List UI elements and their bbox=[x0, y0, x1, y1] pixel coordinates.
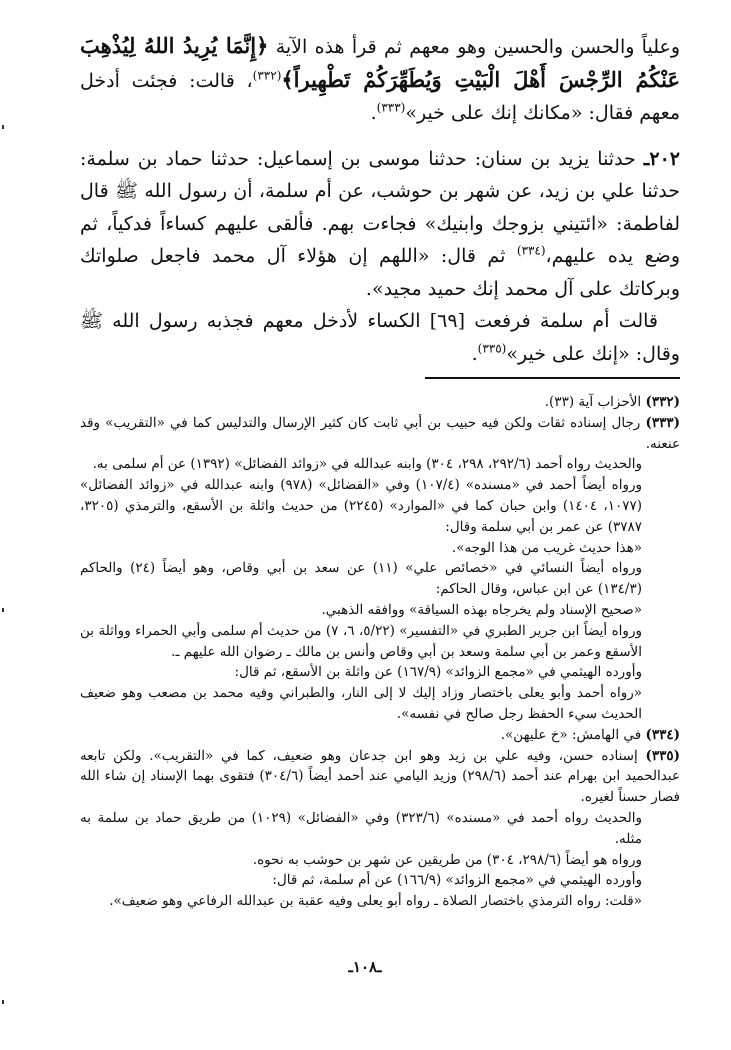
margin-mark bbox=[2, 608, 4, 612]
footnote-line: «صحيح الإسناد ولم يخرجاه بهذه السياقة» ووافقه الذهبي. bbox=[321, 601, 642, 618]
footnote-ref-335[interactable]: (٣٣٥) bbox=[477, 341, 507, 356]
footnote-line: ورواه هو أيضاً (٢٩٨/٦، ٣٠٤) من طريقين عن شهر بن حوشب به نحوه. bbox=[252, 851, 642, 868]
footnote-line: ورواه أيضاً أحمد في «مسنده» (١٠٧/٤) وفي «الفضائل» (٩٧٨) وابنه عبدالله في «زوائد الفضائل» (١٠٧٧، ١٤٠٤) وابن حبان كما في «الموارد» (٢٢٤٥) من حديث واثلة بن الأسقع، والترمذي (٣٢٠٥، ٣٧٨٧) عن عمر بن أبي سلمة وقال: bbox=[80, 477, 643, 535]
footnote-line: «قلت: رواه الترمذي باختصار الصلاة ـ رواه أبو يعلى وفيه عقبة بن عبدالله الرفاعي وهو ضعيف». bbox=[109, 893, 642, 910]
footnote-line: ورواه أيضاً النسائي في «خصائص علي» (١١) عن سعد بن أبي وقاص، وهو أيضاً (٢٤) والحاكم (١٣٤/٣) عن ابن عباس، وقال الحاكم: bbox=[80, 560, 642, 598]
para2-text-continued: ثم قال: «اللهم إن هؤلاء آل محمد فاجعل صلواتك وبركاتك على آل محمد إنك حميد مجيد». bbox=[80, 245, 680, 300]
paragraph-2 bbox=[80, 143, 680, 306]
page-number: ـ١٠٨ـ bbox=[348, 958, 382, 976]
footnote-line: «رواه أحمد وأبو يعلى باختصار وزاد إليك لا إلى النار، والطبراني وفيه محمد بن مصعب وهو ضعيف الحديث سيء الحفظ رجل صالح في نفسه». bbox=[80, 685, 642, 722]
footnote-line: والحديث رواه أحمد في «مسنده» (٣٢٣/٦) وفي «الفضائل» (١٠٢٩) من طريق حماد بن سلمة به مثله. bbox=[80, 809, 642, 847]
para1-text-continued: ، قالت: فجئت أدخل معهم فقال: «مكانك إنك على خير» bbox=[80, 69, 680, 124]
footnote-line: وأورده الهيثمي في «مجمع الزوائد» (١٦٧/٩) عن واثلة بن الأسقع، ثم قال: bbox=[234, 664, 642, 681]
footnote-ref-333[interactable]: (٣٣٣) bbox=[376, 100, 406, 115]
para3-end: . bbox=[471, 342, 478, 365]
footnote-line: وأورده الهيثمي في «مجمع الزوائد» (١٦٦/٩) عن أم سلمة، ثم قال: bbox=[272, 872, 642, 889]
footnote-line: والحديث رواه أحمد (٢٩٢/٦، ٢٩٨، ٣٠٤) وابنه عبدالله في «زوائد الفضائل» (١٣٩٢) عن أم سلمى به. bbox=[92, 456, 642, 473]
footnote-line: «هذا حديث غريب من هذا الوجه». bbox=[451, 539, 642, 556]
para3-text: قالت أم سلمة فرفعت [٦٩] الكساء لأدخل معهم فجذبه رسول الله ﷺ وقال: «إنك على خير» bbox=[80, 310, 680, 365]
footnote-332 bbox=[80, 392, 680, 413]
footnote-number: (٣٣٢) bbox=[645, 394, 680, 410]
footnote-ref-332[interactable]: (٣٣٢) bbox=[252, 68, 282, 83]
para1-end: . bbox=[370, 102, 377, 124]
margin-mark bbox=[2, 1000, 4, 1004]
paragraph-3 bbox=[80, 305, 680, 370]
quran-verse: ﴿إِنَّمَا يُرِيدُ اللهُ لِيُذْهِبَ عَنْكُمُ الرِّجْسَ أَهْلَ الْبَيْتِ وَيُطَهِّرَكُمْ تَطْهِيراً﴾ bbox=[80, 33, 680, 92]
footnote-334 bbox=[80, 725, 680, 746]
footnote-number: (٣٣٣) bbox=[645, 414, 680, 431]
footnote-line: الأحزاب آية (٣٣). bbox=[544, 394, 642, 410]
para2-text: حدثنا يزيد بن سنان: حدثنا موسى بن إسماعيل: حدثنا حماد بن سلمة: حدثنا علي بن زيد، عن شهر بن حوشب، عن أم سلمة، أن رسول الله ﷺ قال لفاطمة: «ائتيني بزوجك وابنيك» فجاءت بهم. فألقى عليهم كساءاً فدكياً، ثم وضع يده عليهم، bbox=[80, 147, 680, 267]
footnote-number: (٣٣٥) bbox=[645, 747, 680, 764]
footnote-number: (٣٣٤) bbox=[645, 726, 680, 743]
main-text bbox=[80, 30, 680, 370]
footnote-separator bbox=[425, 377, 680, 379]
footnote-335 bbox=[80, 746, 680, 912]
footnote-333 bbox=[80, 413, 680, 725]
margin-mark bbox=[2, 125, 4, 129]
hadith-number: ٢٠٢ـ bbox=[643, 147, 680, 170]
footnotes bbox=[80, 392, 680, 912]
footnote-line: رجال إسناده ثقات ولكن فيه حبيب بن أبي ثابت كان كثير الإرسال والتدليس كما في «التقريب» وقد عنعنه. bbox=[80, 414, 680, 452]
paragraph-1 bbox=[80, 30, 680, 130]
footnote-line: إسناده حسن، وفيه علي بن زيد وهو ابن جدعان وهو ضعيف، كما في «التقريب». ولكن تابعه عبدالحميد ابن بهرام عند أحمد (٢٩٨/٦) وزيد اليامي عند أحمد أيضاً (٣٠٤/٦) فتقوى بهما الإسناد إن شاء الله فصار حسناً لغيره. bbox=[80, 747, 680, 806]
footnote-line: في الهامش: «خ عليهن». bbox=[500, 726, 642, 743]
footnote-ref-334[interactable]: (٣٣٤) bbox=[516, 243, 546, 258]
para1-text: وعلياً والحسن والحسين وهو معهم ثم قرأ هذه الآية bbox=[268, 36, 681, 58]
footnote-line: ورواه أيضاً ابن جرير الطبري في «التفسير» (٥/٢٢، ٦، ٧) من حديث أم سلمى وأبي الحمراء وواثلة بن الأسقع وعمر بن أبي سلمة وسعد بن أبي وقاص وأنس بن مالك ـ رضوان الله عليهم ـ. bbox=[80, 622, 642, 660]
